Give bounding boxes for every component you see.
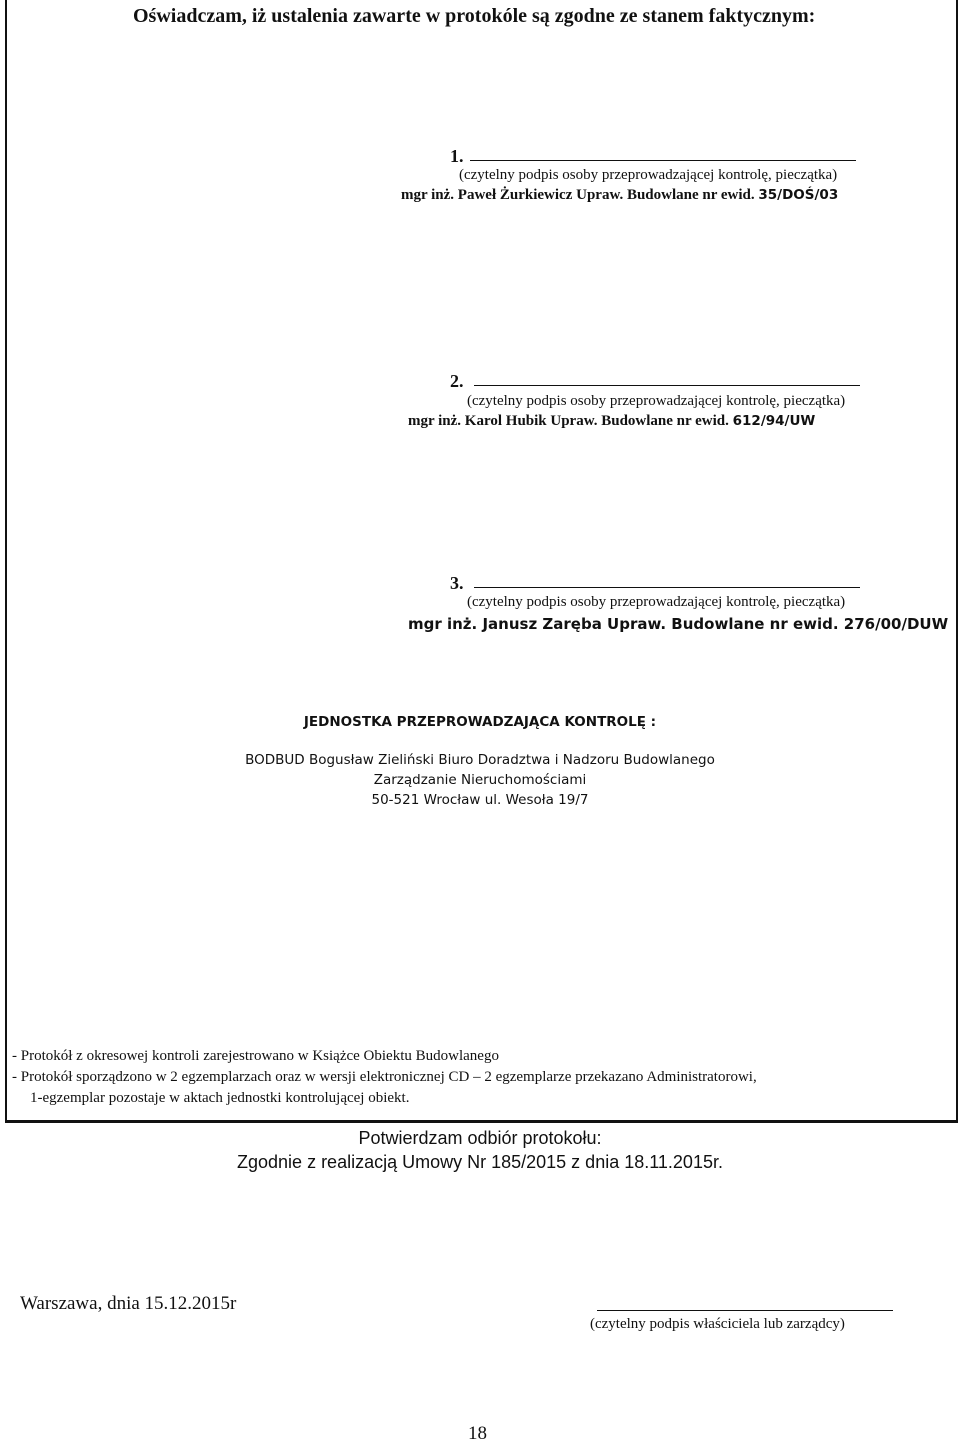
signature-line xyxy=(474,385,860,386)
place-and-date: Warszawa, dnia 15.12.2015r xyxy=(20,1293,237,1314)
signature-line xyxy=(470,160,856,161)
inspector-name: mgr inż. Janusz Zaręba Upraw. Budowlane nr ewid. 276/00/DUW xyxy=(408,615,949,633)
note-line: - Protokół z okresowej kontroli zarejestrowano w Książce Obiektu Budowlanego xyxy=(12,1048,499,1064)
unit-subtitle: Zarządzanie Nieruchomościami xyxy=(373,772,587,788)
license-number: 612/94/UW xyxy=(732,413,816,429)
signature-number: 3. xyxy=(450,573,464,593)
unit-name: BODBUD Bogusław Zieliński Biuro Doradztwa i Nadzoru Budowlanego xyxy=(245,752,715,768)
contract-reference: Zgodnie z realizacją Umowy Nr 185/2015 z dnia 18.11.2015r. xyxy=(237,1152,723,1172)
page-number: 18 xyxy=(468,1423,487,1444)
owner-signature-line xyxy=(597,1310,893,1311)
signature-number: 1. xyxy=(450,146,464,166)
declaration-heading: Oświadczam, iż ustalenia zawarte w protokóle są zgodne ze stanem faktycznym: xyxy=(133,5,816,27)
inspector-name: mgr inż. Karol Hubik Upraw. Budowlane nr ewid. 612/94/UW xyxy=(408,413,816,429)
note-line: - Protokół sporządzono w 2 egzemplarzach oraz w wersji elektronicznej CD – 2 egzemplarze przekazano Administratorowi, xyxy=(12,1069,757,1085)
note-line: 1-egzemplar pozostaje w aktach jednostki kontrolującej obiekt. xyxy=(30,1090,410,1106)
inspector-name: mgr inż. Paweł Żurkiewicz Upraw. Budowlane nr ewid. 35/DOŚ/03 xyxy=(401,187,839,203)
signature-caption: (czytelny podpis osoby przeprowadzającej kontrolę, pieczątka) xyxy=(467,594,846,610)
signature-caption: (czytelny podpis osoby przeprowadzającej kontrolę, pieczątka) xyxy=(459,167,838,183)
license-number: 276/00/DUW xyxy=(843,615,949,633)
signature-caption: (czytelny podpis osoby przeprowadzającej kontrolę, pieczątka) xyxy=(467,393,846,409)
unit-address: 50-521 Wrocław ul. Wesoła 19/7 xyxy=(371,792,589,808)
license-number: 35/DOŚ/03 xyxy=(758,187,839,203)
owner-signature-caption: (czytelny podpis właściciela lub zarządcy) xyxy=(590,1316,845,1332)
signature-line xyxy=(474,587,860,588)
receipt-confirmation: Potwierdzam odbiór protokołu: xyxy=(358,1128,602,1148)
protocol-notes xyxy=(12,1046,757,1109)
signature-number: 2. xyxy=(450,371,464,391)
inspecting-unit-title: JEDNOSTKA PRZEPROWADZAJĄCA KONTROLĘ : xyxy=(303,714,657,730)
